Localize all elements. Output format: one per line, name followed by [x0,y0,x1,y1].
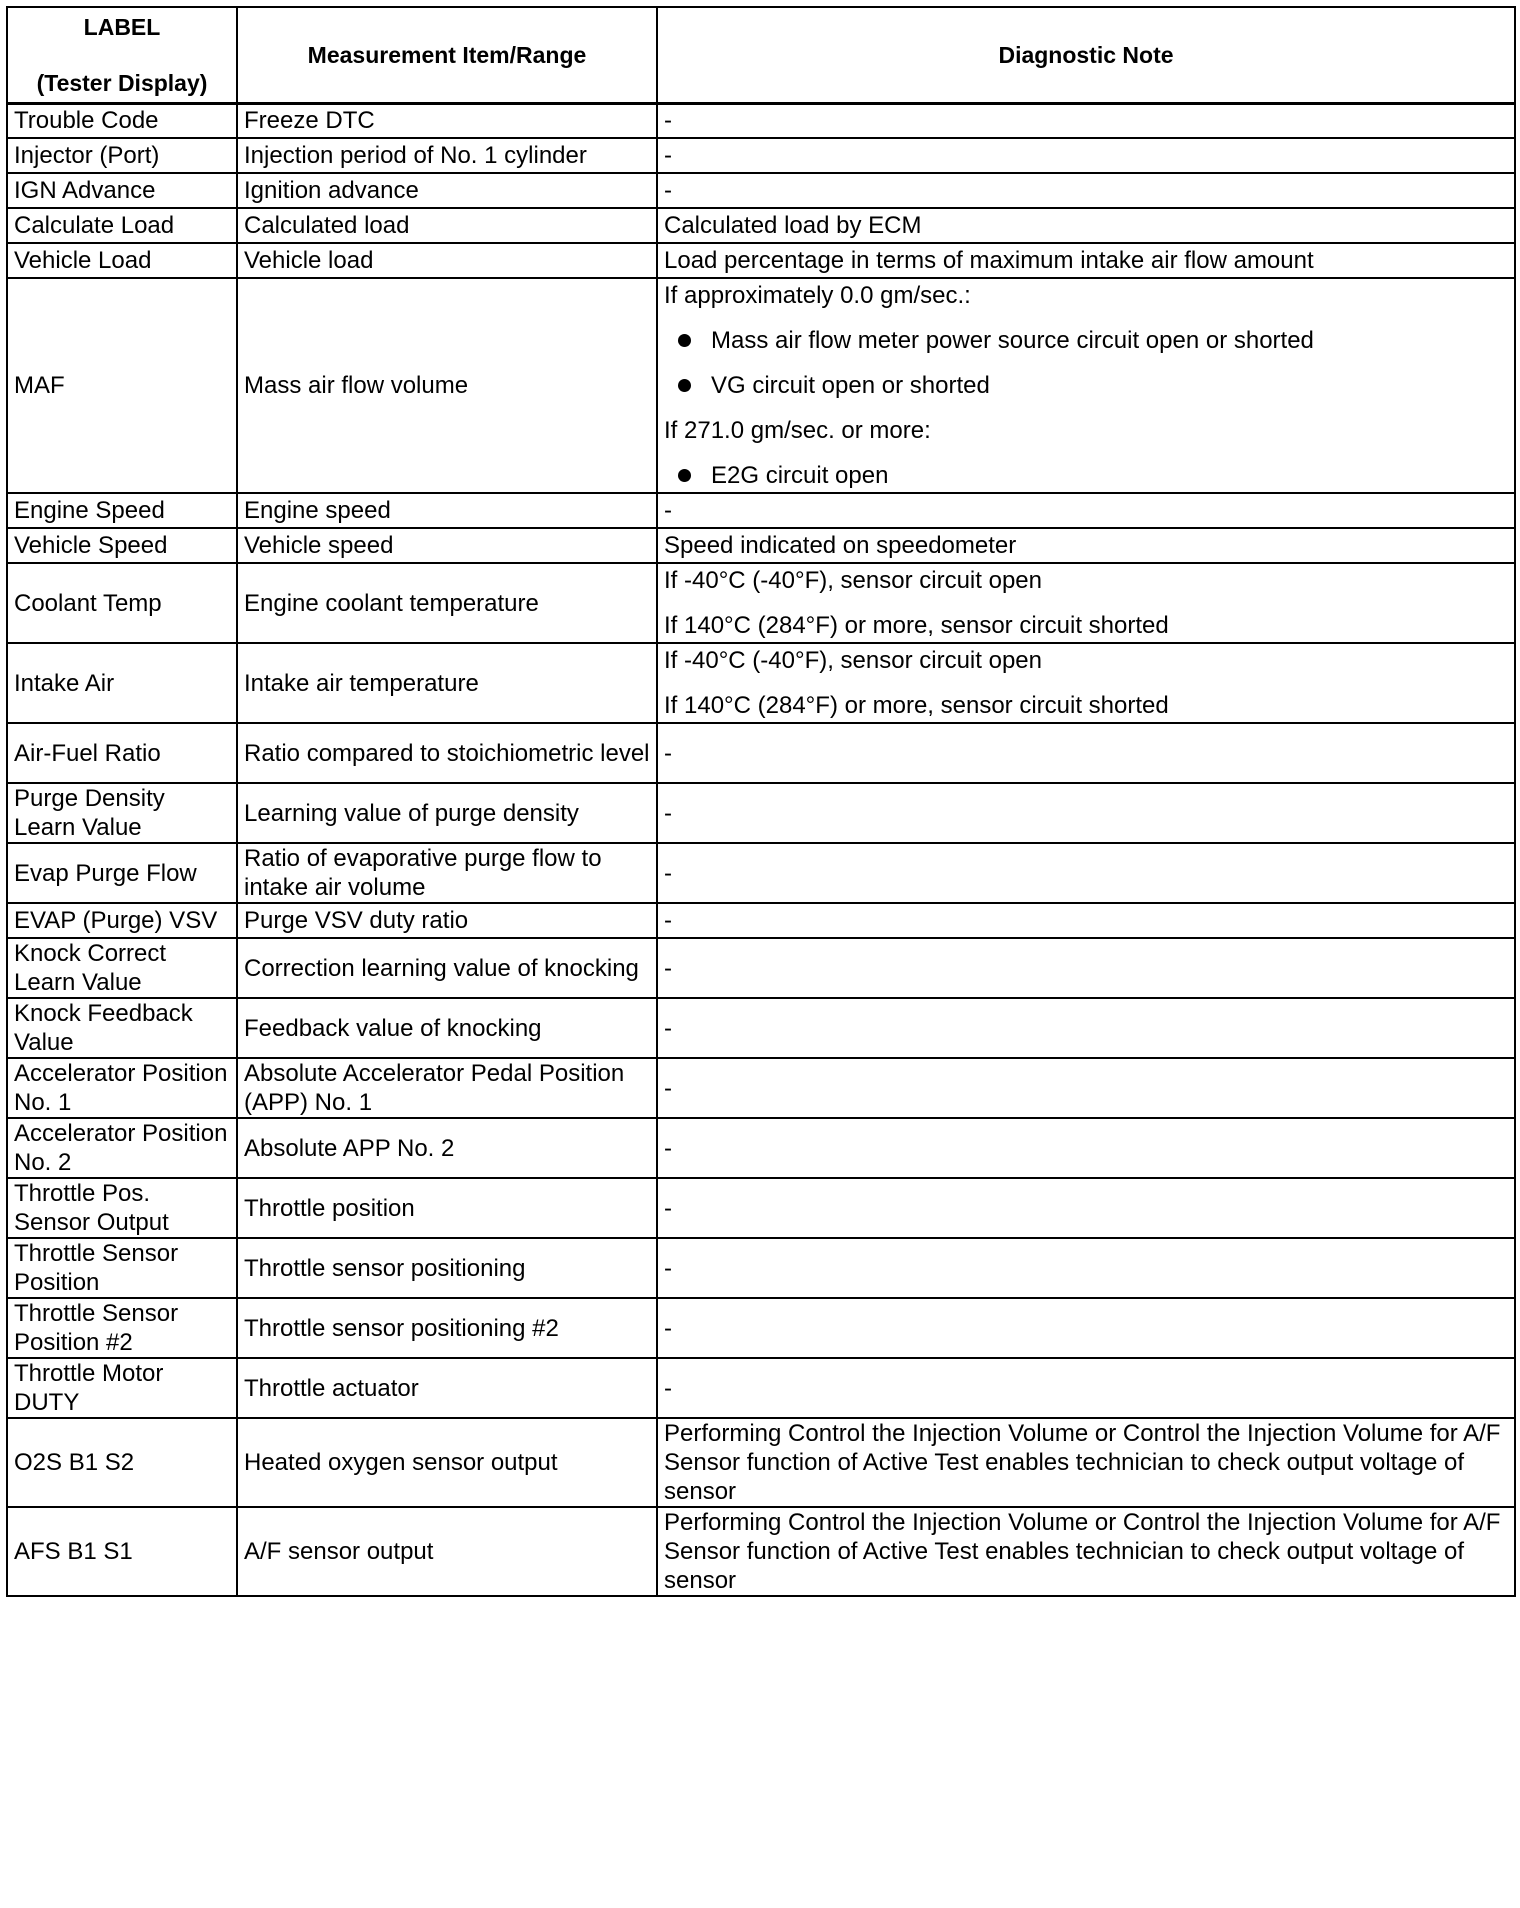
note-paragraph: If 140°C (284°F) or more, sensor circuit shorted [664,612,1169,639]
table-row [7,173,1515,208]
cell-measurement: A/F sensor output [237,1507,657,1596]
cell-diagnostic-note [657,938,1515,998]
cell-label: Knock Feedback Value [7,998,237,1058]
note-paragraph: Speed indicated on speedometer [664,532,1017,559]
cell-diagnostic-note [657,723,1515,783]
note-paragraph: - [664,1314,672,1342]
cell-measurement: Ignition advance [237,173,657,208]
note-paragraph: If -40°C (-40°F), sensor circuit open [664,647,1042,674]
table-row [7,1238,1515,1298]
table-row [7,208,1515,243]
note-paragraph: - [664,799,672,827]
table-row [7,1118,1515,1178]
bullet-icon [678,334,691,347]
note-paragraph: - [664,1374,672,1402]
cell-diagnostic-note [657,243,1515,278]
table-row [7,998,1515,1058]
cell-label: Knock Correct Learn Value [7,938,237,998]
cell-label: Evap Purge Flow [7,843,237,903]
cell-measurement: Freeze DTC [237,103,657,138]
note-paragraph: - [664,142,672,169]
bullet-icon [678,469,691,482]
cell-diagnostic-note [657,1507,1515,1596]
cell-label: Accelerator Position No. 1 [7,1058,237,1118]
table-row [7,903,1515,938]
cell-label: Engine Speed [7,493,237,528]
table-body [7,103,1515,1596]
note-paragraph: Load percentage in terms of maximum intake air flow amount [664,247,1314,274]
cell-diagnostic-note [657,493,1515,528]
cell-measurement: Learning value of purge density [237,783,657,843]
cell-measurement: Correction learning value of knocking [237,938,657,998]
cell-label: Calculate Load [7,208,237,243]
table-row [7,528,1515,563]
cell-diagnostic-note [657,903,1515,938]
cell-diagnostic-note [657,138,1515,173]
note-paragraph: - [664,1074,672,1102]
cell-label: Accelerator Position No. 2 [7,1118,237,1178]
cell-diagnostic-note [657,643,1515,723]
cell-label: Injector (Port) [7,138,237,173]
header-measurement: Measurement Item/Range [237,7,657,103]
table-row [7,843,1515,903]
table-row [7,243,1515,278]
cell-diagnostic-note [657,103,1515,138]
table-row [7,103,1515,138]
cell-diagnostic-note [657,1418,1515,1507]
cell-label: Throttle Sensor Position #2 [7,1298,237,1358]
cell-label: Throttle Sensor Position [7,1238,237,1298]
note-paragraph: - [664,107,672,135]
note-bullet-item [664,371,1508,400]
table-row [7,643,1515,723]
cell-diagnostic-note [657,278,1515,493]
cell-label: Purge Density Learn Value [7,783,237,843]
cell-label: Air-Fuel Ratio [7,723,237,783]
note-paragraph: - [664,1014,672,1042]
table-row [7,938,1515,998]
note-paragraph: - [664,859,672,887]
cell-measurement: Vehicle speed [237,528,657,563]
note-bullet-text: E2G circuit open [711,462,889,489]
table-row [7,1358,1515,1418]
note-paragraph: - [664,497,672,524]
cell-diagnostic-note [657,998,1515,1058]
cell-measurement: Purge VSV duty ratio [237,903,657,938]
cell-measurement: Ratio compared to stoichiometric level [237,723,657,783]
note-paragraph: If 271.0 gm/sec. or more: [664,417,931,444]
table-row [7,783,1515,843]
note-paragraph: - [664,954,672,982]
bullet-icon [678,379,691,392]
cell-measurement: Absolute APP No. 2 [237,1118,657,1178]
cell-measurement: Intake air temperature [237,643,657,723]
cell-measurement: Ratio of evaporative purge flow to intake air volume [237,843,657,903]
cell-measurement: Heated oxygen sensor output [237,1418,657,1507]
cell-label: AFS B1 S1 [7,1507,237,1596]
cell-diagnostic-note [657,1298,1515,1358]
table-header-row [7,7,1515,103]
cell-diagnostic-note [657,173,1515,208]
header-label-line2: (Tester Display) [36,69,208,96]
cell-measurement: Feedback value of knocking [237,998,657,1058]
cell-measurement: Throttle sensor positioning #2 [237,1298,657,1358]
cell-diagnostic-note [657,843,1515,903]
note-paragraph: - [664,1254,672,1282]
cell-measurement: Mass air flow volume [237,278,657,493]
table-row [7,1418,1515,1507]
cell-label: Throttle Pos. Sensor Output [7,1178,237,1238]
note-bullet-text: VG circuit open or shorted [711,372,990,399]
header-label [7,7,237,103]
cell-diagnostic-note [657,1358,1515,1418]
table-row [7,138,1515,173]
header-label-line1: LABEL [83,13,161,40]
note-paragraph: If approximately 0.0 gm/sec.: [664,282,971,309]
cell-label: Vehicle Speed [7,528,237,563]
note-paragraph: - [664,907,672,934]
note-bullet-item [664,326,1508,355]
table-row [7,278,1515,493]
cell-label: O2S B1 S2 [7,1418,237,1507]
note-bullet-text: Mass air flow meter power source circuit open or shorted [711,327,1314,354]
cell-diagnostic-note [657,1118,1515,1178]
cell-label: IGN Advance [7,173,237,208]
note-paragraph: Performing Control the Injection Volume or Control the Injection Volume for A/F Sensor function of Active Test enables technician to check output voltage of sensor [664,1509,1501,1594]
cell-measurement: Injection period of No. 1 cylinder [237,138,657,173]
table-row [7,1178,1515,1238]
note-paragraph: If -40°C (-40°F), sensor circuit open [664,567,1042,594]
cell-measurement: Engine speed [237,493,657,528]
cell-label: Throttle Motor DUTY [7,1358,237,1418]
cell-label: Trouble Code [7,103,237,138]
table-row [7,1298,1515,1358]
diagnostic-data-table [6,6,1516,1597]
cell-diagnostic-note [657,563,1515,643]
note-paragraph: - [664,739,672,767]
cell-label: Intake Air [7,643,237,723]
note-paragraph: - [664,1194,672,1222]
cell-measurement: Calculated load [237,208,657,243]
cell-label: Coolant Temp [7,563,237,643]
note-bullet-item [664,461,1508,490]
cell-label: MAF [7,278,237,493]
cell-diagnostic-note [657,528,1515,563]
note-paragraph: Performing Control the Injection Volume or Control the Injection Volume for A/F Sensor function of Active Test enables technician to check output voltage of sensor [664,1420,1501,1505]
cell-diagnostic-note [657,1058,1515,1118]
table-row [7,493,1515,528]
cell-measurement: Throttle position [237,1178,657,1238]
header-diagnostic-note: Diagnostic Note [657,7,1515,103]
cell-diagnostic-note [657,208,1515,243]
cell-label: EVAP (Purge) VSV [7,903,237,938]
cell-diagnostic-note [657,1238,1515,1298]
note-paragraph: - [664,1134,672,1162]
table-row [7,563,1515,643]
cell-measurement: Engine coolant temperature [237,563,657,643]
cell-measurement: Throttle sensor positioning [237,1238,657,1298]
cell-label: Vehicle Load [7,243,237,278]
note-paragraph: If 140°C (284°F) or more, sensor circuit shorted [664,692,1169,719]
note-paragraph: Calculated load by ECM [664,212,922,239]
note-paragraph: - [664,177,672,204]
table-row [7,1507,1515,1596]
cell-measurement: Throttle actuator [237,1358,657,1418]
table-row [7,723,1515,783]
cell-diagnostic-note [657,783,1515,843]
table-row [7,1058,1515,1118]
cell-diagnostic-note [657,1178,1515,1238]
cell-measurement: Vehicle load [237,243,657,278]
cell-measurement: Absolute Accelerator Pedal Position (APP) No. 1 [237,1058,657,1118]
